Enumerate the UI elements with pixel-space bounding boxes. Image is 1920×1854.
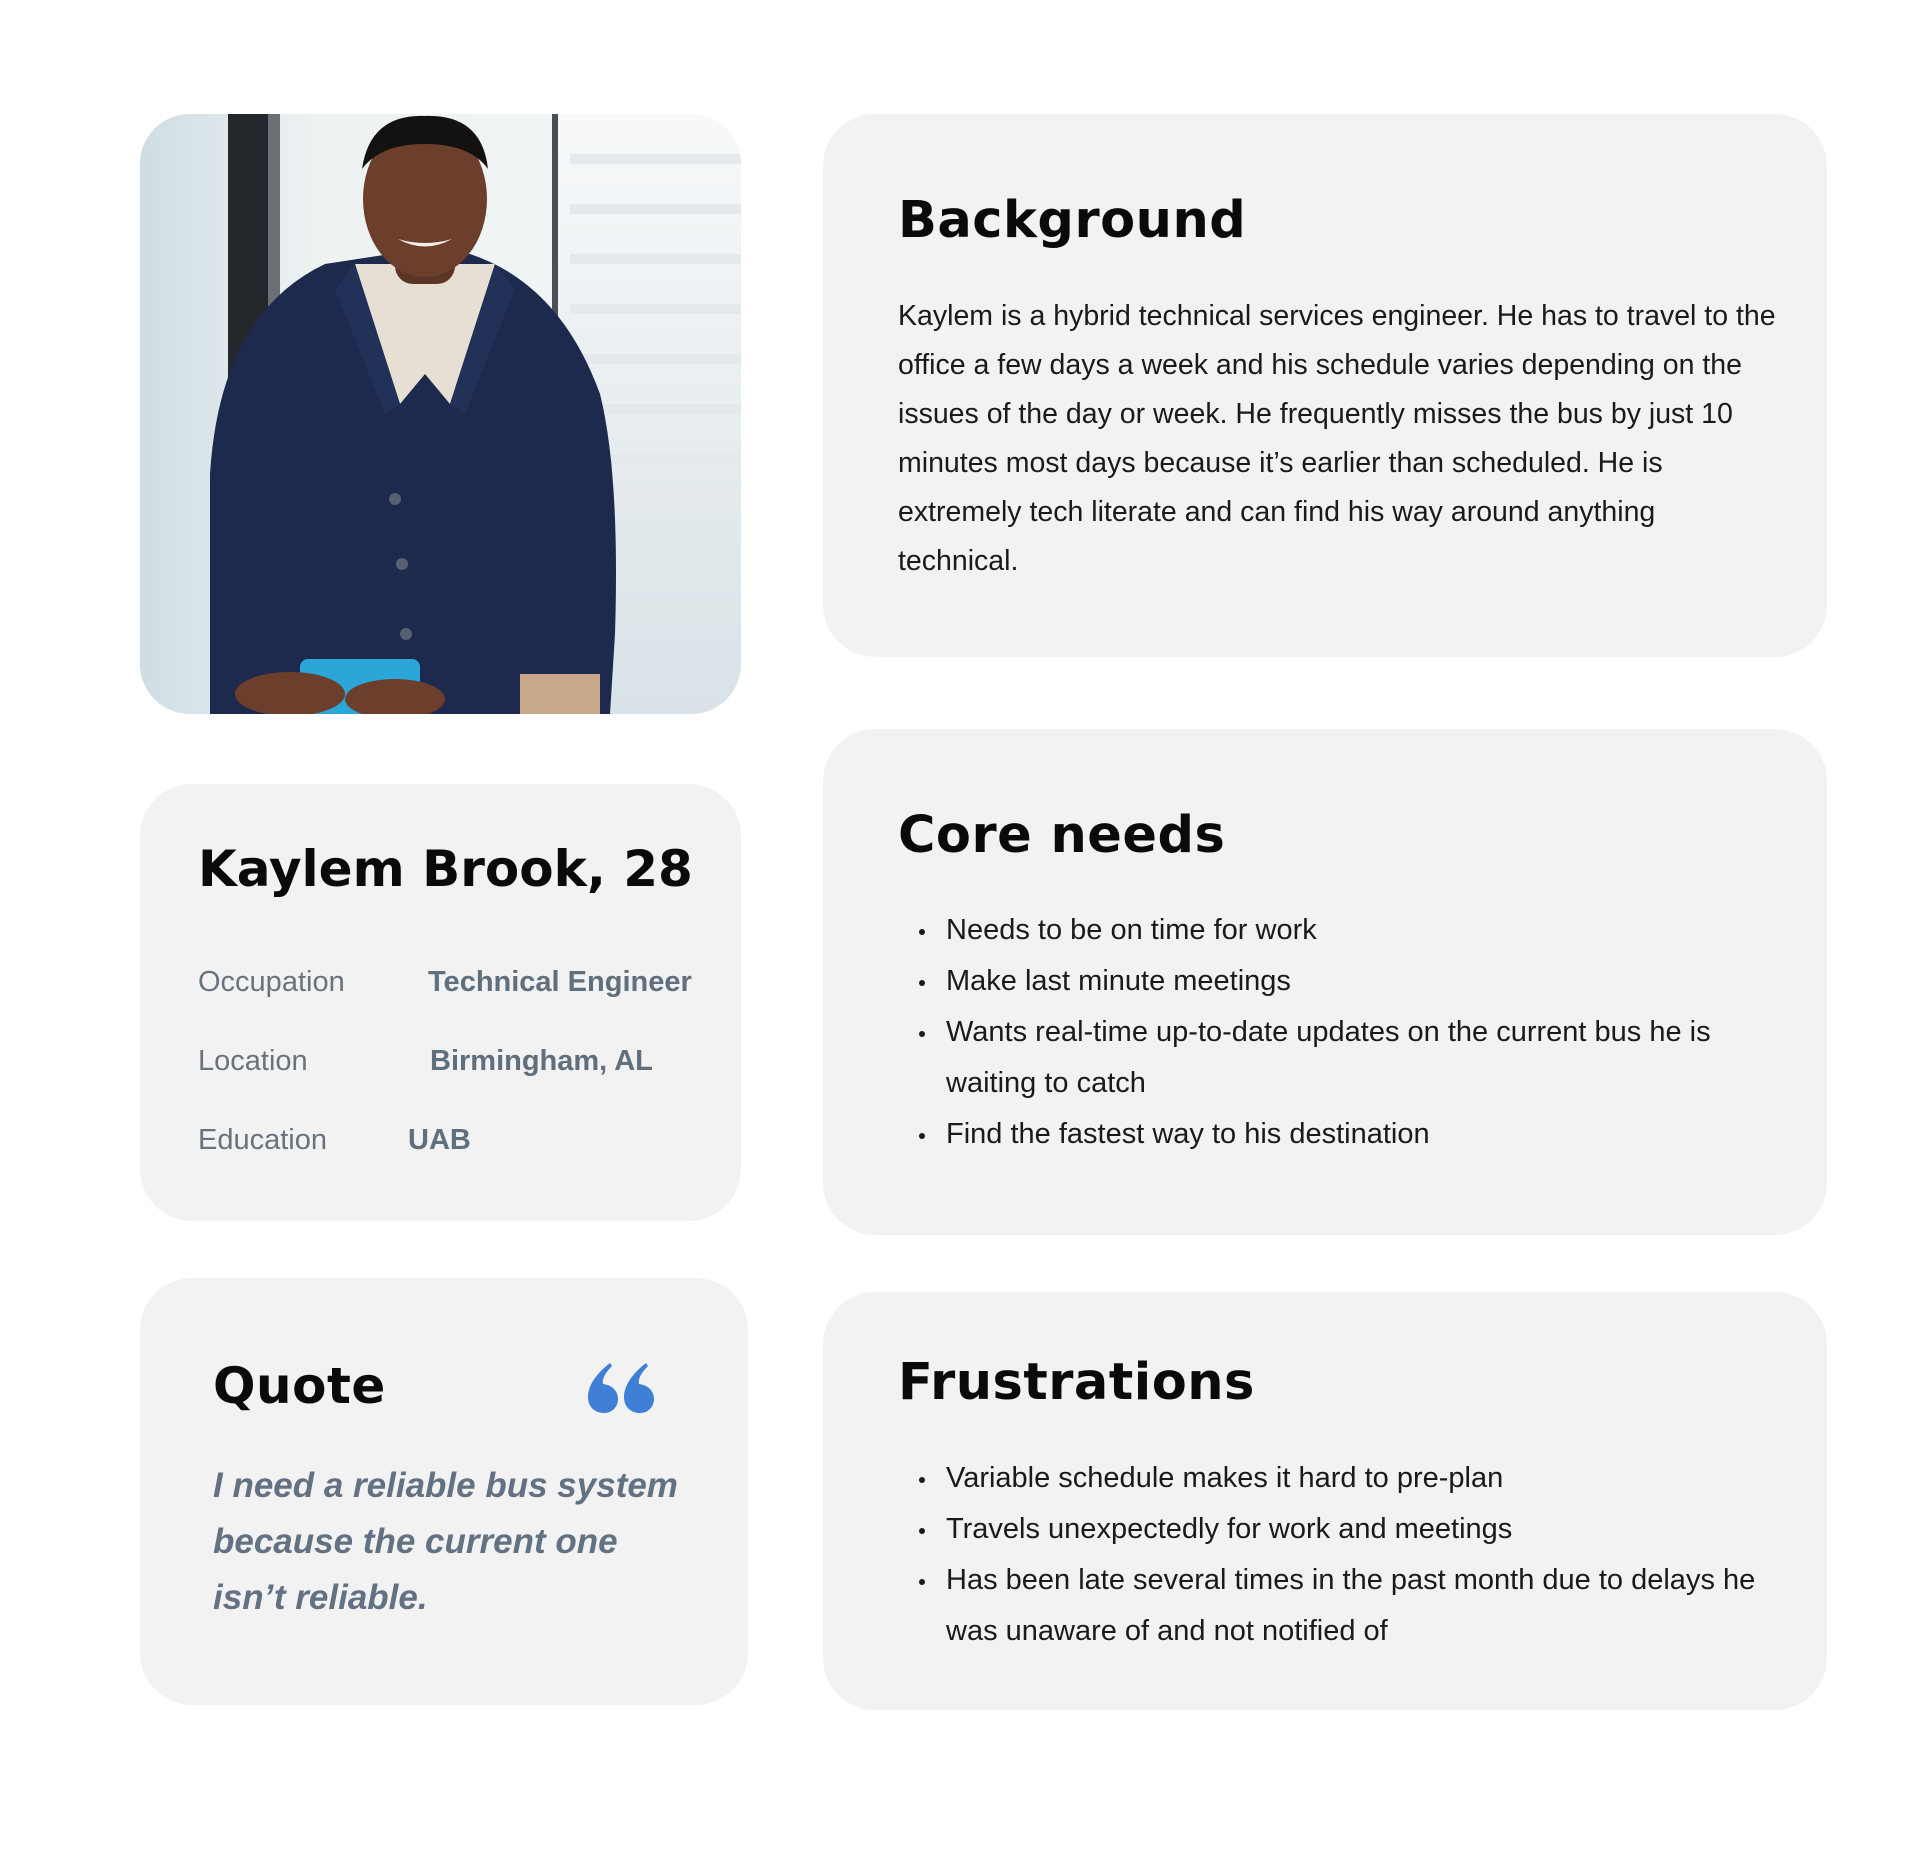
education-label: Education	[198, 1124, 327, 1156]
location-label: Location	[198, 1045, 308, 1077]
list-item: Variable schedule makes it hard to pre-plan	[898, 1453, 1778, 1504]
background-text: Kaylem is a hybrid technical services engineer. He has to travel to the office a few days a week and his schedule varies depending on the issues of the day or week. He frequently misses the bus by just 10 minutes most days because it’s earlier than scheduled. He is extremely tech literate and can find his way around anything technical.	[898, 300, 1776, 577]
person-portrait-image	[140, 114, 741, 714]
education-value: UAB	[408, 1124, 471, 1156]
core-needs-card	[823, 729, 1827, 1235]
frustrations-list	[898, 1453, 1778, 1657]
persona-name: Kaylem Brook, 28	[198, 840, 693, 898]
background-title: Background	[898, 191, 1247, 250]
profile-card	[140, 784, 741, 1221]
list-item: Find the fastest way to his destination	[898, 1109, 1778, 1160]
core-needs-title: Core needs	[898, 806, 1226, 865]
persona-photo	[140, 114, 741, 714]
occupation-label: Occupation	[198, 966, 345, 998]
list-item: Needs to be on time for work	[898, 905, 1778, 956]
occupation-value: Technical Engineer	[428, 966, 692, 998]
list-item: Has been late several times in the past month due to delays he was unaware of and not notified of	[898, 1555, 1778, 1657]
frustrations-card	[823, 1292, 1827, 1710]
quote-title: Quote	[213, 1357, 386, 1415]
location-value: Birmingham, AL	[430, 1045, 653, 1077]
background-card	[823, 114, 1827, 657]
core-needs-list	[898, 905, 1778, 1160]
frustrations-title: Frustrations	[898, 1353, 1255, 1412]
quote-text: I need a reliable bus system because the current one isn’t reliable.	[213, 1466, 678, 1617]
list-item: Make last minute meetings	[898, 956, 1778, 1007]
quote-icon	[588, 1363, 656, 1413]
list-item: Wants real-time up-to-date updates on the current bus he is waiting to catch	[898, 1007, 1778, 1109]
list-item: Travels unexpectedly for work and meetings	[898, 1504, 1778, 1555]
quote-card	[140, 1278, 748, 1705]
